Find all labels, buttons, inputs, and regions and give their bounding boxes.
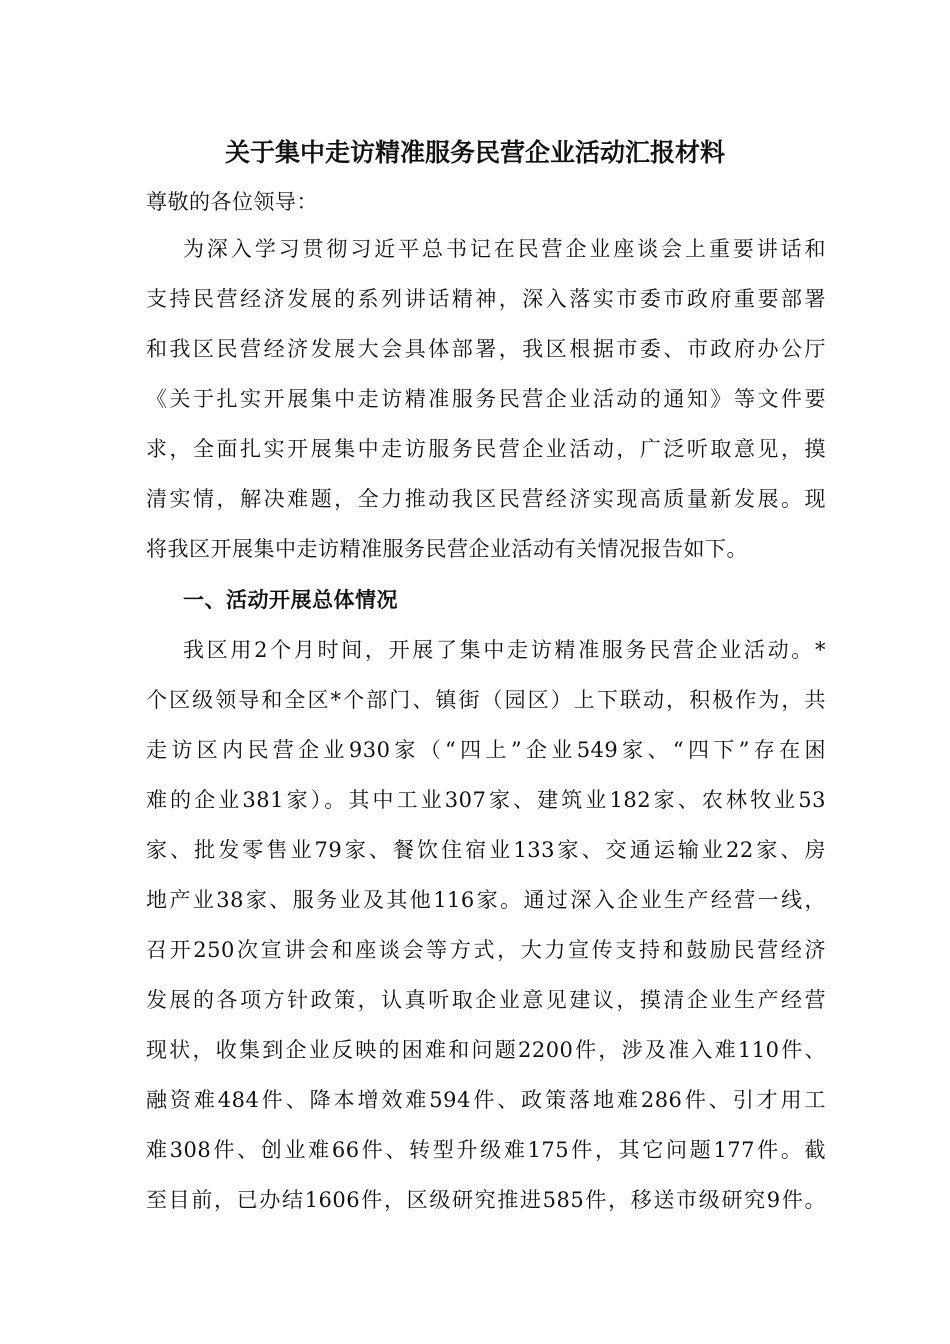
paragraph-line: 家、批发零售业79家、餐饮住宿业133家、交通运输业22家、房 (146, 838, 826, 862)
paragraph-line: 发展的各项方针政策，认真听取企业意见建议，摸清企业生产经营 (146, 988, 826, 1012)
paragraph-line: 地产业38家、服务业及其他116家。通过深入企业生产经营一线， (146, 888, 826, 912)
section-heading: 一、活动开展总体情况 (183, 587, 398, 612)
paragraph-line: 至目前，已办结1606件，区级研究推进585件，移送市级研究9件。 (146, 1188, 826, 1212)
document-title: 关于集中走访精准服务民营企业活动汇报材料 (224, 138, 725, 167)
paragraph-line: 融资难484件、降本增效难594件、政策落地难286件、引才用工 (146, 1088, 826, 1112)
paragraph-line: 现状，收集到企业反映的困难和问题2200件，涉及准入难110件、 (146, 1038, 826, 1062)
paragraph-line: 难的企业381家）。其中工业307家、建筑业182家、农林牧业53 (146, 788, 826, 812)
paragraph-line: 走访区内民营企业930家（“四上”企业549家、“四下”存在困 (146, 738, 826, 762)
paragraph-line: 求，全面扎实开展集中走访服务民营企业活动，广泛听取意见，摸 (146, 437, 826, 461)
paragraph-line: 为深入学习贯彻习近平总书记在民营企业座谈会上重要讲话和 (183, 237, 826, 261)
paragraph-line: 将我区开展集中走访精准服务民营企业活动有关情况报告如下。 (146, 537, 748, 561)
paragraph-line: 召开250次宣讲会和座谈会等方式，大力宣传支持和鼓励民营经济 (146, 938, 826, 962)
paragraph-line: 难308件、创业难66件、转型升级难175件，其它问题177件。截 (146, 1138, 826, 1162)
paragraph-line: 我区用2个月时间，开展了集中走访精准服务民营企业活动。* (183, 638, 826, 662)
paragraph-line: 清实情，解决难题，全力推动我区民营经济实现高质量新发展。现 (146, 487, 826, 511)
salutation: 尊敬的各位领导： (146, 190, 318, 214)
paragraph-line: 和我区民营经济发展大会具体部署，我区根据市委、市政府办公厅 (146, 337, 826, 361)
paragraph-line: 支持民营经济发展的系列讲话精神，深入落实市委市政府重要部署 (146, 287, 826, 311)
paragraph-line: 个区级领导和全区*个部门、镇街（园区）上下联动，积极作为，共 (146, 688, 826, 712)
paragraph-line: 《关于扎实开展集中走访精准服务民营企业活动的通知》等文件要 (146, 387, 826, 411)
